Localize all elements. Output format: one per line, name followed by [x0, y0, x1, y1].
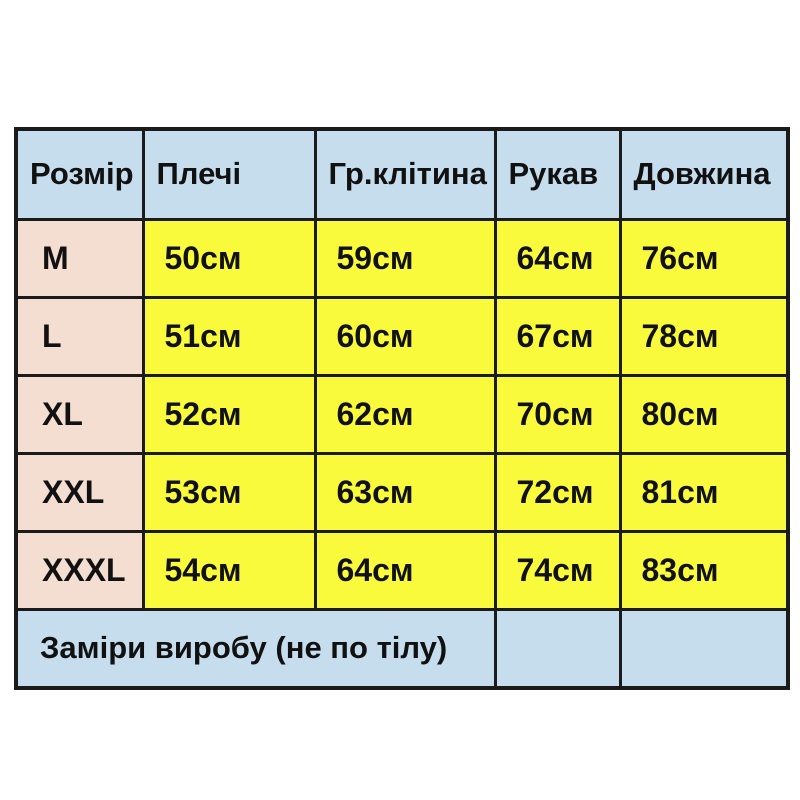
value-cell: 52см — [143, 375, 315, 453]
footer-note: Заміри виробу (не по тілу) — [16, 609, 495, 688]
value-cell: 62см — [315, 375, 495, 453]
table-footer-row — [16, 609, 788, 688]
value-cell: 72см — [495, 453, 620, 531]
value-cell: 74см — [495, 531, 620, 609]
value-cell: 83см — [620, 531, 788, 609]
size-cell: XXL — [16, 453, 143, 531]
value-cell: 64см — [315, 531, 495, 609]
value-cell: 50см — [143, 219, 315, 297]
value-cell: 78см — [620, 297, 788, 375]
size-cell: XXXL — [16, 531, 143, 609]
header-cell-sleeve: Рукав — [495, 129, 620, 219]
value-cell: 53см — [143, 453, 315, 531]
value-cell: 54см — [143, 531, 315, 609]
value-cell: 51см — [143, 297, 315, 375]
value-cell: 67см — [495, 297, 620, 375]
header-cell-shoulders: Плечі — [143, 129, 315, 219]
table-row-xxl — [16, 453, 788, 531]
value-cell: 60см — [315, 297, 495, 375]
header-cell-chest: Гр.клітина — [315, 129, 495, 219]
value-cell: 76см — [620, 219, 788, 297]
value-cell: 70см — [495, 375, 620, 453]
value-cell: 59см — [315, 219, 495, 297]
table-row-l — [16, 297, 788, 375]
table-row-xxxl — [16, 531, 788, 609]
table-row-xl — [16, 375, 788, 453]
value-cell: 64см — [495, 219, 620, 297]
size-cell: M — [16, 219, 143, 297]
value-cell: 80см — [620, 375, 788, 453]
footer-empty-cell — [620, 609, 788, 688]
size-chart-table — [14, 127, 790, 690]
table-row-m — [16, 219, 788, 297]
header-cell-size: Розмір — [16, 129, 143, 219]
value-cell: 63см — [315, 453, 495, 531]
header-cell-length: Довжина — [620, 129, 788, 219]
size-cell: XL — [16, 375, 143, 453]
table-header-row — [16, 129, 788, 219]
value-cell: 81см — [620, 453, 788, 531]
size-cell: L — [16, 297, 143, 375]
footer-empty-cell — [495, 609, 620, 688]
